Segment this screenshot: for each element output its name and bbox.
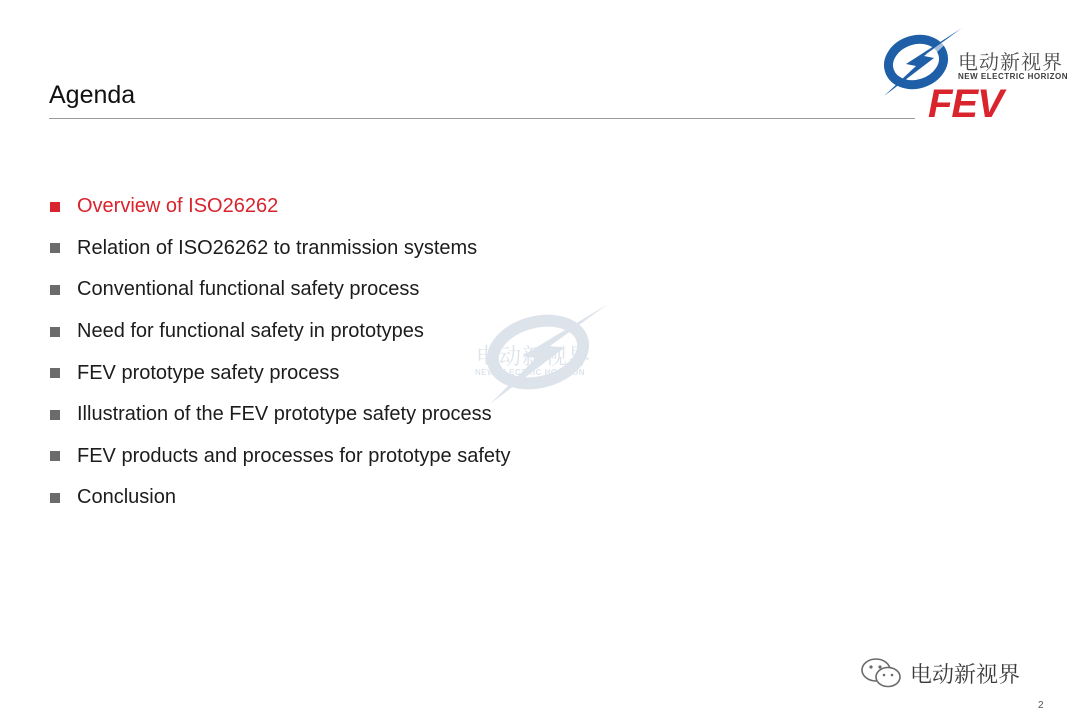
wechat-account-name: 电动新视界 [910, 662, 1021, 688]
logo-chinese-name: 电动新视界 [958, 50, 1063, 74]
agenda-item-label: Conventional functional safety process [77, 278, 420, 301]
agenda-list [50, 186, 511, 519]
square-bullet-icon [50, 368, 60, 378]
watermark-english-name: NEW ELECTRIC HORIZON [475, 368, 585, 377]
agenda-item-label: Overview of ISO26262 [77, 195, 279, 218]
square-bullet-icon [50, 410, 60, 420]
agenda-item-label: Need for functional safety in prototypes [77, 320, 424, 343]
square-bullet-icon [50, 243, 60, 253]
agenda-item [50, 477, 511, 519]
square-bullet-icon [50, 202, 60, 212]
agenda-item [50, 436, 511, 478]
agenda-item-label: FEV prototype safety process [77, 361, 340, 384]
agenda-item [50, 352, 511, 394]
title-divider [49, 118, 915, 119]
logo-english-name: NEW ELECTRIC HORIZON [958, 72, 1068, 81]
square-bullet-icon [50, 285, 60, 295]
square-bullet-icon [50, 493, 60, 503]
slide-title: Agenda [49, 81, 136, 109]
agenda-item [50, 394, 511, 436]
page-number: 2 [1038, 700, 1044, 711]
header-logo [876, 26, 1076, 126]
agenda-item [50, 228, 511, 270]
agenda-item-label: Relation of ISO26262 to tranmission systems [77, 236, 478, 259]
agenda-item [50, 269, 511, 311]
watermark-chinese-name: 电动新视界 [476, 345, 592, 370]
wechat-icon [860, 656, 904, 690]
agenda-item-label: Illustration of the FEV prototype safety process [77, 403, 492, 426]
agenda-item-label: Conclusion [77, 486, 176, 509]
square-bullet-icon [50, 451, 60, 461]
fev-logo: FEV [928, 82, 1003, 126]
agenda-item [50, 186, 511, 228]
wechat-footer [860, 656, 1020, 690]
agenda-item [50, 311, 511, 353]
agenda-item-label: FEV products and processes for prototype safety [77, 444, 511, 467]
square-bullet-icon [50, 327, 60, 337]
